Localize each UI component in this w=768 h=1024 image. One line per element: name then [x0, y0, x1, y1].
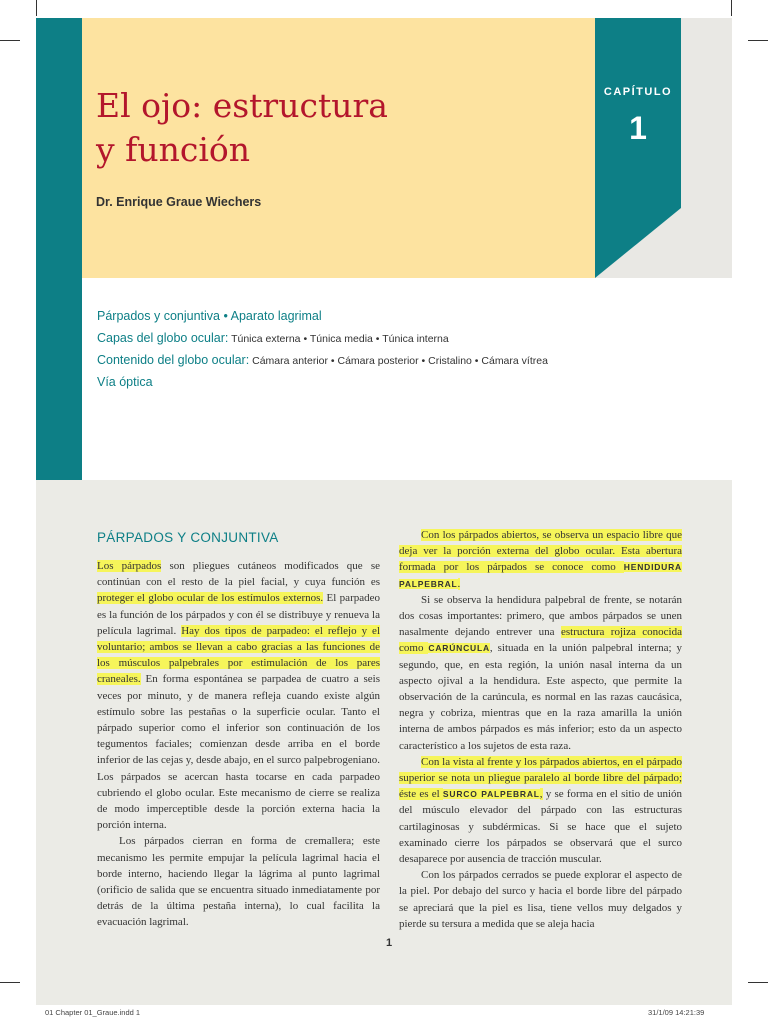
chapter-title [96, 84, 586, 172]
chapter-title-line1: El ojo: estructura [96, 86, 388, 125]
page-edge-band [681, 18, 732, 278]
chapter-title-line2: y función [96, 130, 251, 169]
highlighted-text: Con los párpados abiertos, se observa un espacio libre que deja ver la porción externa del globo ocular. Esta abertura formada por los párpados se conoce como [399, 529, 682, 574]
paragraph-text: Si se observa la hendidura palpebral de frente, se notarán dos cosas importantes: primero, que ambos párpados se unen nasalmente dejando entrever una [399, 593, 682, 639]
chapter-number: 1 [629, 110, 647, 146]
left-column [97, 558, 380, 931]
highlighted-text: . [457, 577, 461, 590]
contents-items: Cámara anterior • Cámara posterior • Cristalino • Cámara vítrea [249, 355, 548, 367]
paragraph: Los párpados cierran en forma de cremallera; este mecanismo les permite empujar la película lagrimal hacia el borde interno, haciendo llegar la lágrima al punto lagrimal (orificio de salida que se encuentra situado inmediatamente por detrás de la última pestaña interna), lo cual facilita la evacuación lagrimal. [97, 835, 380, 929]
paragraph [399, 592, 682, 754]
contents-heading: Capas del globo ocular: [97, 331, 229, 345]
highlighted-text: proteger el globo ocular de los estímulos externos. [97, 592, 324, 605]
paragraph-text: En forma espontánea se parpadea de cuatro a seis veces por minuto, y de manera refleja cuando existe algún estímulo sobre las pestañas o la superficie ocular. Tanto el párpado superior como el inferior son continuación de los tegumentos faciales; comienzan desde arriba en el borde inferior de las cejas y, desde abajo, en el surco palpebrogeniano. Los párpados se acercan hasta tocarse en cada parpadeo cubriendo el globo ocular. Este mecanismo de cierre se realiza de modo imperceptible desde la porción externa hacia la porción interna. [97, 673, 380, 832]
highlighted-text: estructura rojiza conocida como [399, 626, 682, 655]
paragraph-text: y se forma en el sitio de unión del músculo elevador del párpado con las estructuras cartilaginosas y subdérmicas. Si se hace que el sujeto examinado cierre los párpados se observará que el surco desaparece por ausencia de tracción muscular. [399, 788, 683, 866]
crop-mark [36, 0, 37, 16]
contents-row [97, 306, 697, 328]
paragraph-text: , situada en la unión palpebral interna; y segundo, que, en esta región, la unión nasal interna da un aspecto ojival a la hendidura. Este aspecto, que permite la observación de la carúncula, es normal en las razas caucásica, negra y cobriza, mientras que en la raza amarilla la unión interna de ambos párpados es más inferior; esto da un aspecto característico a los sujetos de esta raza. [399, 642, 682, 752]
paragraph [399, 527, 682, 592]
paragraph-text: El parpadeo es la función de los párpados y con él se distribuye y renueva la película lagrimal. [97, 592, 380, 637]
crop-mark [0, 982, 20, 983]
highlighted-text: Hay dos tipos de parpadeo: el reflejo y el voluntario; ambos se llevan a cabo gracias a las funciones de los músculos palpebrales por estimulación de los pares craneales. [97, 624, 380, 686]
paragraph [97, 558, 380, 833]
highlighted-text: Los párpados [97, 560, 162, 572]
crop-mark [748, 40, 768, 41]
glossary-term: HENDIDURA PALPEBRAL [399, 562, 682, 589]
chapter-contents [97, 306, 697, 394]
crop-mark [731, 0, 732, 16]
section-title: PÁRPADOS Y CONJUNTIVA [97, 530, 279, 545]
glossary-term: SURCO PALPEBRAL [442, 789, 540, 800]
contents-heading: Contenido del globo ocular: [97, 353, 250, 367]
contents-row [97, 350, 697, 372]
author-name: Dr. Enrique Graue Wiechers [96, 195, 262, 209]
chapter-wedge-shape [595, 208, 681, 278]
paragraph: Con los párpados cerrados se puede explorar el aspecto de la piel. Por debajo del surco y hacia el borde libre del párpado se apreciará que la piel es lisa, tiene vellos muy delgados y pierde su tersura a medida que se aleja hacia [399, 869, 682, 930]
crop-mark [748, 982, 768, 983]
contents-items: Túnica externa • Túnica media • Túnica interna [228, 333, 449, 345]
contents-heading: Vía óptica [97, 375, 153, 389]
contents-row [97, 328, 697, 350]
teal-sidebar-strip [36, 18, 82, 480]
paragraph [399, 754, 682, 867]
chapter-label: CAPÍTULO [603, 86, 673, 98]
highlighted-text: Con la vista al frente y los párpados abiertos, en el párpado superior se nota un pliegue paralelo al borde libre del párpado; éste es el [399, 755, 682, 801]
right-column [399, 527, 682, 932]
page-number: 1 [385, 937, 393, 949]
contents-row [97, 372, 697, 394]
footer-timestamp: 31/1/09 14:21:39 [648, 1008, 705, 1017]
contents-heading: Párpados y conjuntiva • Aparato lagrimal [97, 309, 322, 323]
glossary-term: CARÚNCULA [428, 643, 490, 654]
highlighted-text: , [539, 788, 543, 801]
crop-mark [0, 40, 20, 41]
paragraph-text: son pliegues cutáneos modificados que se continúan con el resto de la piel facial, y cuya función es [97, 560, 380, 589]
footer-filename: 01 Chapter 01_Graue.indd 1 [45, 1008, 141, 1017]
